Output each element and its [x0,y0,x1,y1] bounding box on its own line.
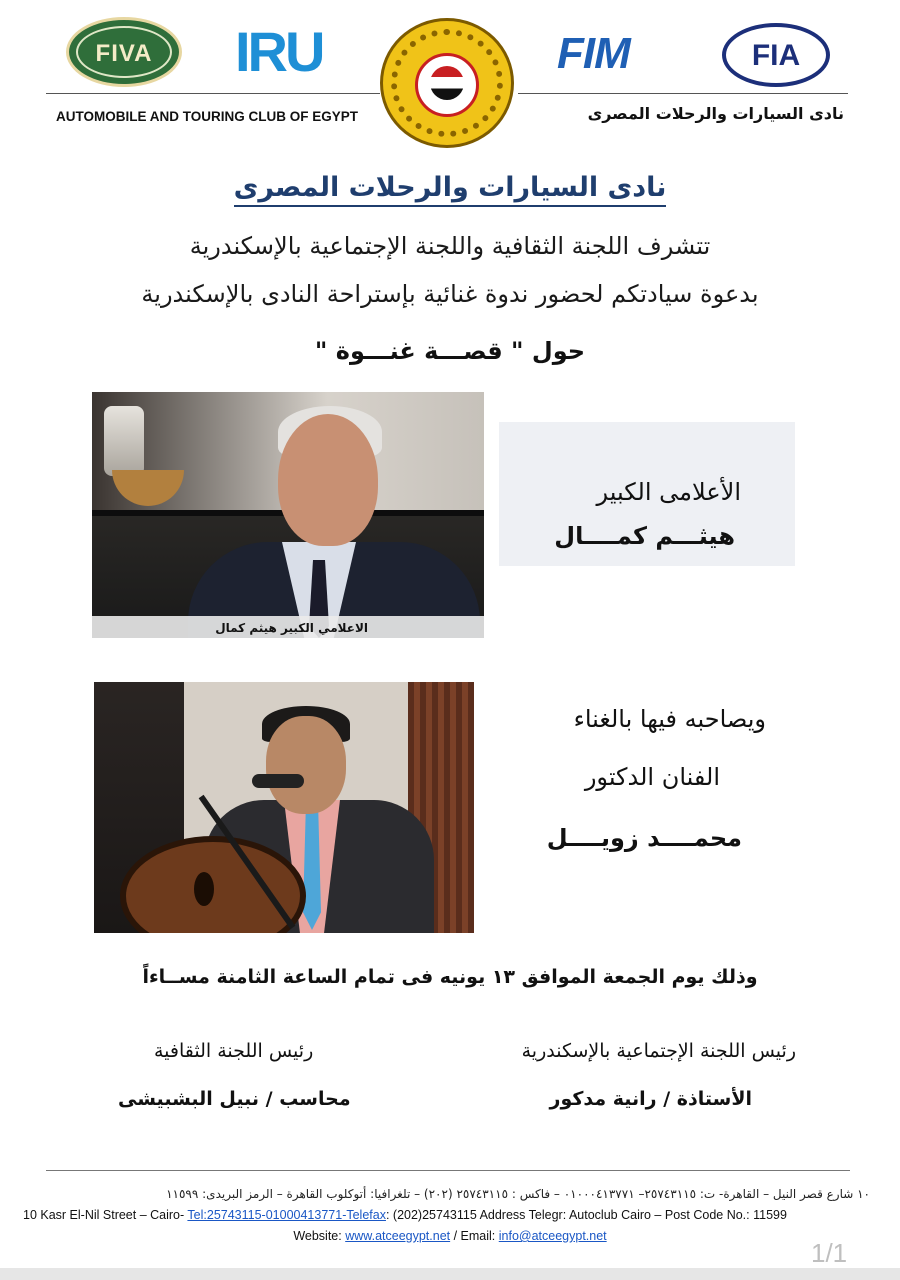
social-committee-head-name: الأستاذة / رانية مدكور [549,1088,752,1110]
speaker-name: هيثـــم كمــــال [554,522,735,550]
atce-emblem [380,18,514,148]
footer-address-arabic: ١٠ شارع قصر النيل – القاهرة- ت: ٢٥٧٤٣١١٥– ٠١٠٠٠٤١٣٧٧١ – فاكس : ٢٥٧٤٣١١٥ (٢٠٢) – تلغرافيا: أتوكلوب القاهرة – الرمز البريدى: ١١٥٩٩ [166,1187,870,1201]
egypt-flag-icon [430,66,464,100]
fiva-logo-text: FIVA [95,40,153,67]
email-link[interactable]: info@atceegypt.net [498,1229,607,1243]
singer-tie [303,812,321,930]
singer-title: الفنان الدكتور [584,763,720,791]
speaker-photo-caption: الاعلامي الكبير هيثم كمال [215,621,368,635]
page-title [0,172,900,203]
footer-address-suffix: : (202)25743115 Address Telegr: Autoclub Cairo – Post Code No.: 11599 [385,1208,787,1222]
oud-sound-hole [194,872,214,906]
singer-name: محمــــد زويــــل [546,824,742,852]
footer-phone-link[interactable]: Tel:25743115-01000413771-Telefax [187,1208,386,1222]
header-divider-right [518,93,848,94]
fim-logo-text: FIM [557,29,630,78]
page-title-text: نادى السيارات والرحلات المصرى [234,172,667,207]
website-label: Website: [293,1229,346,1243]
footer-divider [46,1170,850,1171]
invitation-line-1: تتشرف اللجنة الثقافية واللجنة الإجتماعية بالإسكندرية [189,232,711,260]
speaker-head [278,414,378,546]
club-name-arabic: نادى السيارات والرحلات المصرى [587,104,844,123]
event-topic: حول " قصـــة غنـــوة " [314,337,586,365]
cultural-committee-head-name: محاسب / نبيل البشبيشى [118,1088,351,1110]
cultural-committee-head-title: رئيس اللجنة الثقافية [154,1040,314,1062]
header-divider-left [46,93,380,94]
website-link[interactable]: www.atceegypt.net [345,1229,451,1243]
vase-shape [104,406,144,476]
email-label: / Email: [450,1229,499,1243]
invitation-line-2: بدعوة سيادتكم لحضور ندوة غنائية بإستراحة النادى بالإسكندرية [141,280,759,308]
fia-logo-text: FIA [751,39,801,72]
event-datetime: وذلك يوم الجمعة الموافق ١٣ يونيه فى تمام الساعة الثامنة مســاءاً [142,966,758,988]
iru-logo [235,20,331,83]
page-counter: 1/1 [811,1238,848,1268]
fia-logo [722,23,830,87]
microphone-icon [252,774,304,788]
fiva-logo [66,17,182,87]
club-name-english: AUTOMOBILE AND TOURING CLUB OF EGYPT [56,109,359,124]
social-committee-head-title: رئيس اللجنة الإجتماعية بالإسكندرية [521,1040,796,1062]
iru-logo-text: IRU [235,20,323,83]
footer-contacts [0,1229,900,1243]
fim-logo [557,31,657,77]
singer-head [266,716,346,814]
singer-photo [94,682,474,933]
bottom-strip [0,1268,900,1280]
speaker-role: الأعلامى الكبير [596,478,741,506]
footer-address-english [23,1208,787,1222]
footer-address-prefix: 10 Kasr El-Nil Street – Cairo- [23,1208,188,1222]
singer-intro: ويصاحبه فيها بالغناء [573,705,766,733]
speaker-photo [92,392,484,638]
